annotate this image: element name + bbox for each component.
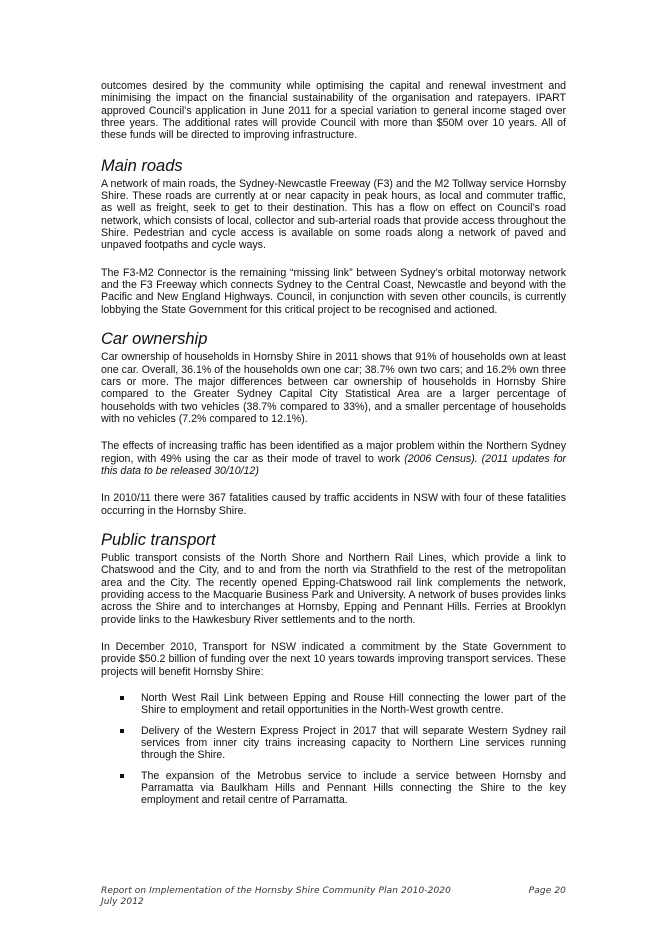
square-bullet-icon [120,729,124,733]
list-item-text: The expansion of the Metrobus service to include a service between Hornsby and Parramatta via Baulkham Hills and Pennant Hills connecting the Shire to the key employment and retail centre of Parramatta. [141,769,566,807]
list-item [101,770,566,807]
car-ownership-heading: Car ownership [101,330,208,349]
car-ownership-paragraph-1: Car ownership of households in Hornsby Shire in 2011 shows that 91% of households own at least one car. Overall, 36.1% of the households own one car; 38.7% own two cars; and 16.2% own three cars or more. The major differences between car ownership of households in Hornsby Shire compared to the Greater Sydney Capital City Statistical Area are a larger percentage of households with two vehicles (38.7% compared to 33%), and a smaller percentage of households with no vehicles (7.2% compared to 12.1%). [101,351,566,425]
transport-projects-list [101,692,566,807]
main-roads-paragraph-2: The F3-M2 Connector is the remaining “missing link” between Sydney’s orbital motorway network and the F3 Freeway which connects Sydney to the Central Coast, Newcastle and beyond with the Pacific and New England Highways. Council, in conjunction with seven other councils, is currently lobbying the State Government for this critical project to be recognised and actioned. [101,266,566,316]
list-item-text: North West Rail Link between Epping and Rouse Hill connecting the lower part of the Shire to employment and retail opportunities in the North-West growth centre. [141,692,566,717]
footer-date: July 2012 [101,897,144,907]
square-bullet-icon [120,696,124,700]
main-roads-paragraph-1: A network of main roads, the Sydney-Newcastle Freeway (F3) and the M2 Tollway service Hornsby Shire. These roads are currently at or near capacity in peak hours, as local and commuter traffic, as well as freight, seek to get to their destination. This has a flow on effect on Council’s road network, which consists of local, collector and sub-arterial roads that provide access throughout the Shire. Pedestrian and cycle access is available on some roads along a network of paved and unpaved footpaths and cycle ways. [101,177,566,252]
main-roads-heading: Main roads [101,156,183,175]
public-transport-paragraph-1: Public transport consists of the North Shore and Northern Rail Lines, which provide a link to Chatswood and the City, and to and from the north via Strathfield to the rest of the metropolitan area and the City. The recently opened Epping-Chatswood rail link complements the network, providing access to the Macquarie Business Park and University. A network of buses provides links across the Shire and to interchanges at Hornsby, Epping and Pennant Hills. Ferries at Brooklyn provide links to the Hawkesbury River settlements and to the north. [101,551,566,626]
car-ownership-paragraph-2 [101,440,566,477]
census-note: (2006 Census). (2011 updates for this data to be released 30/10/12) [101,452,566,477]
list-item [101,692,566,717]
page-footer [101,886,566,908]
list-item-text: Delivery of the Western Express Project in 2017 that will separate Western Sydney rail services from inner city trains increasing capacity to Northern Line services running through the Shire. [141,724,566,762]
footer-page-number: Page 20 [528,886,566,896]
page-content [101,80,566,815]
square-bullet-icon [120,774,124,778]
car-ownership-paragraph-2-text: The effects of increasing traffic has been identified as a major problem within the Northern Sydney region, with 49% using the car as their mode of travel to work [101,440,566,465]
intro-paragraph: outcomes desired by the community while optimising the capital and renewal investment and minimising the impact on the financial sustainability of the organisation and ratepayers. IPART approved Council’s application in June 2011 for a special variation to general income staged over three years. The additional rates will provide Council with more than $50M over 10 years. All of these funds will be directed to improving infrastructure. [101,80,566,142]
public-transport-paragraph-2: In December 2010, Transport for NSW indicated a commitment by the State Government to provide $50.2 billion of funding over the next 10 years towards improving transport services. These projects will benefit Hornsby Shire: [101,641,566,678]
public-transport-heading: Public transport [101,530,216,549]
footer-report-title: Report on Implementation of the Hornsby Shire Community Plan 2010-2020 [101,886,451,896]
car-ownership-paragraph-3: In 2010/11 there were 367 fatalities caused by traffic accidents in NSW with four of these fatalities occurring in the Hornsby Shire. [101,492,566,517]
list-item [101,725,566,762]
